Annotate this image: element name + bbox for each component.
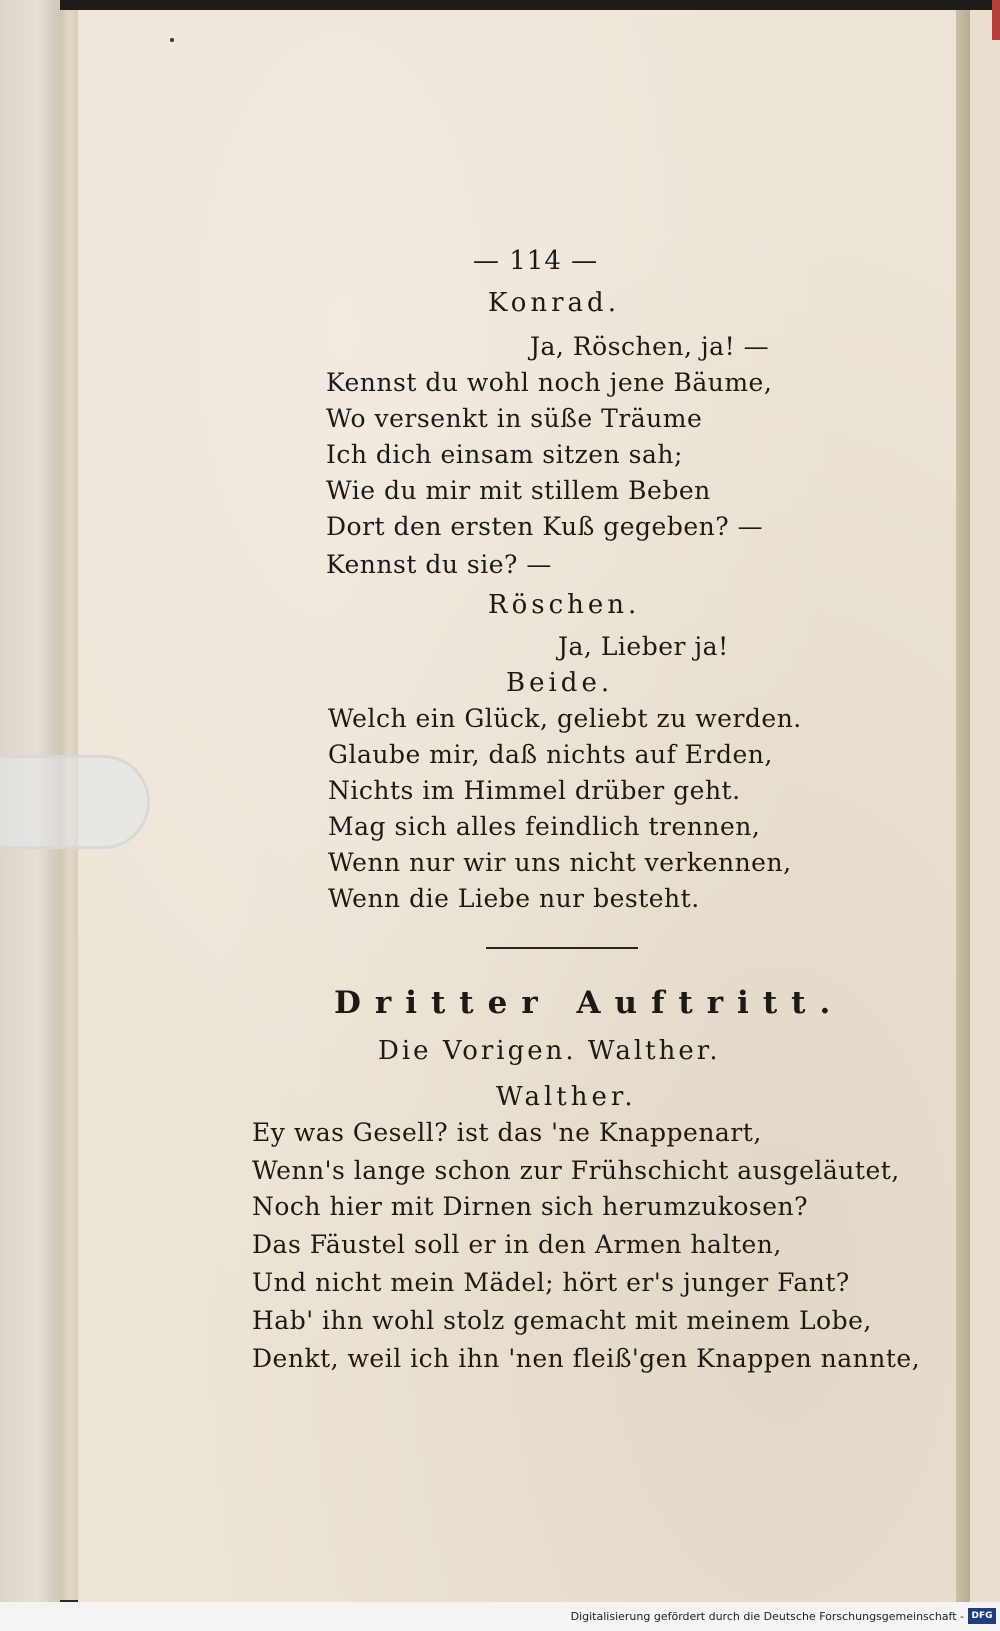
verse-line: Kennst du sie? — — [326, 550, 552, 579]
red-page-marker — [992, 0, 1000, 40]
verse-line: Welch ein Glück, geliebt zu werden. — [328, 704, 802, 733]
book-gutter — [956, 10, 970, 1602]
verse-line: Hab' ihn wohl stolz gemacht mit meinem Lobe, — [252, 1306, 872, 1335]
speaker-walther: Walther. — [496, 1082, 637, 1112]
verse-line: Denkt, weil ich ihn 'nen fleiß'gen Knappen nannte, — [252, 1344, 921, 1373]
footer-credit: Digitalisierung gefördert durch die Deutsche Forschungsgemeinschaft - — [570, 1610, 964, 1623]
section-divider — [486, 947, 638, 949]
facing-page-edge — [970, 10, 1000, 1602]
verse-line: Dort den ersten Kuß gegeben? — — [326, 512, 764, 541]
ink-speck — [170, 38, 174, 42]
verse-line: Wie du mir mit stillem Beben — [326, 476, 711, 505]
digitization-footer — [0, 1602, 1000, 1631]
verse-line: Wenn's lange schon zur Frühschicht ausgeläutet, — [252, 1156, 900, 1185]
verse-line: Ich dich einsam sitzen sah; — [326, 440, 683, 469]
verse-line: Noch hier mit Dirnen sich herumzukosen? — [252, 1192, 809, 1221]
verse-line: Nichts im Himmel drüber geht. — [328, 776, 741, 805]
dfg-logo: DFG — [968, 1608, 996, 1624]
verse-line: Glaube mir, daß nichts auf Erden, — [328, 740, 773, 769]
verse-line: Mag sich alles feindlich trennen, — [328, 812, 761, 841]
verse-line: Wo versenkt in süße Träume — [326, 404, 703, 433]
verse-line: Und nicht mein Mädel; hört er's junger Fant? — [252, 1268, 850, 1297]
scene-characters: Die Vorigen. Walther. — [378, 1036, 721, 1066]
verse-line: Ja, Lieber ja! — [558, 632, 729, 661]
verse-line: Ey was Gesell? ist das 'ne Knappenart, — [252, 1118, 762, 1147]
scene-title: Dritter Auftritt. — [334, 985, 845, 1021]
verse-line: Kennst du wohl noch jene Bäume, — [326, 368, 773, 397]
speaker-beide: Beide. — [506, 668, 614, 698]
verse-line: Wenn nur wir uns nicht verkennen, — [328, 848, 792, 877]
speaker-konrad: Konrad. — [488, 288, 620, 318]
page-holder-clip — [0, 755, 150, 849]
speaker-roeschen: Röschen. — [488, 590, 641, 620]
verse-line: Das Fäustel soll er in den Armen halten, — [252, 1230, 782, 1259]
verse-line: Ja, Röschen, ja! — — [530, 332, 770, 361]
verse-line: Wenn die Liebe nur besteht. — [328, 884, 700, 913]
page-number: — 114 — — [473, 246, 599, 276]
